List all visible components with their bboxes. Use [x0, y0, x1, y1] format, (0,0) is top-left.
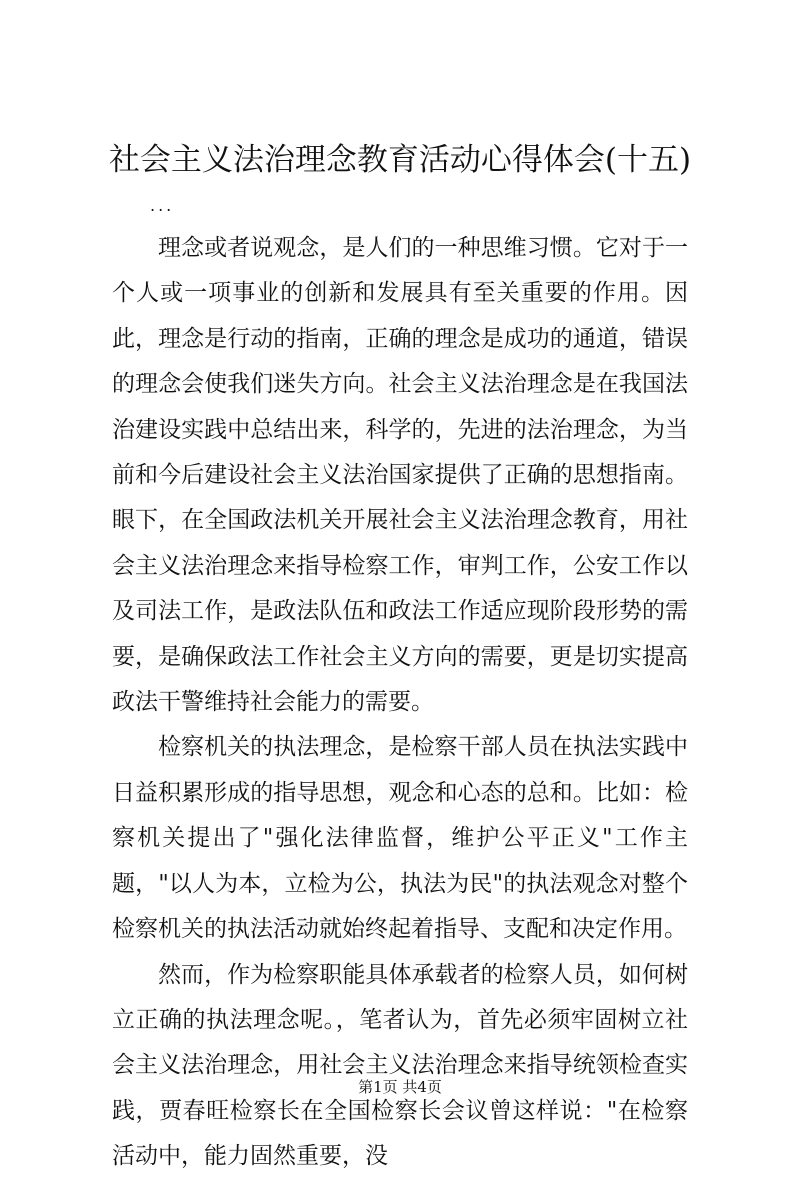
ellipsis-marker: ...: [150, 196, 175, 215]
page-number-footer: 第1页 共4页: [358, 1078, 442, 1096]
document-title: 社会主义法治理念教育活动心得体会(十五): [108, 142, 692, 178]
paragraph-3: 然而，作为检察职能具体承载者的检察人员，如何树立正确的执法理念呢。，笔者认为，首先必须牢固树立社会主义法治理念，用社会主义法治理念来指导统领检查实践，贾春旺检察长在全国检察长会议曾这样说："在检察活动中，能力固然重要，没: [112, 961, 688, 1170]
document-body: [112, 226, 688, 1180]
paragraph-2: 检察机关的执法理念，是检察干部人员在执法实践中日益积累形成的指导思想，观念和心态的总和。比如：检察机关提出了"强化法律监督，维护公平正义"工作主题，"以人为本，立检为公，执法为民"的执法观念对整个检察机关的执法活动就始终起着指导、支配和决定作用。: [112, 734, 688, 943]
paragraph-1: 理念或者说观念，是人们的一种思维习惯。它对于一个人或一项事业的创新和发展具有至关重要的作用。因此，理念是行动的指南，正确的理念是成功的通道，错误的理念会使我们迷失方向。社会主义法治理念是在我国法治建设实践中总结出来，科学的，先进的法治理念，为当前和今后建设社会主义法治国家提供了正确的思想指南。眼下，在全国政法机关开展社会主义法治理念教育，用社会主义法治理念来指导检察工作，审判工作，公安工作以及司法工作，是政法队伍和政法工作适应现阶段形势的需要，是确保政法工作社会主义方向的需要，更是切实提高政法干警维持社会能力的需要。: [112, 235, 688, 716]
